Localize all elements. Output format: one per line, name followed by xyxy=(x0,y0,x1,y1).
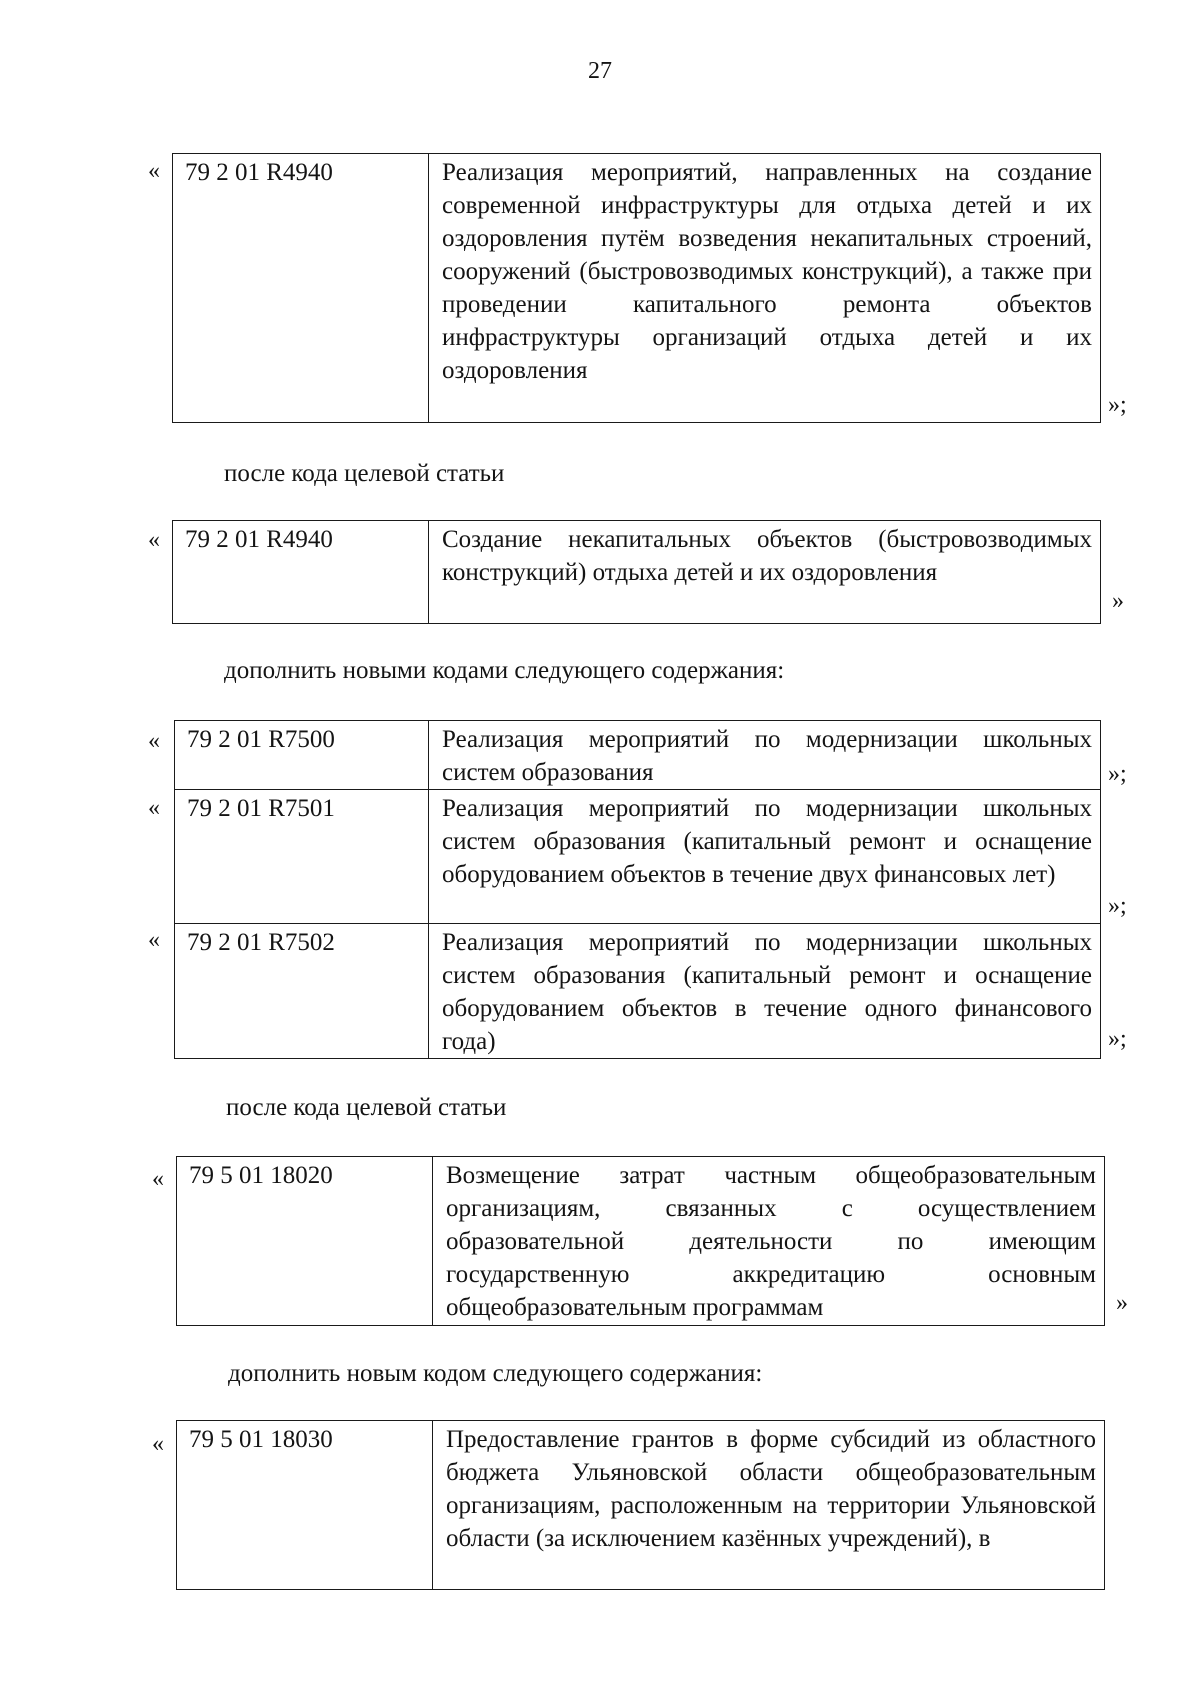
code-table-2 xyxy=(172,520,1101,624)
close-quote: »; xyxy=(1108,392,1127,418)
code-description: Предоставление грантов в форме субсидий из областного бюджета Ульяновской области общеобразовательным организациям, расположенным на территории Ульяновской области (за исключением казённых учреждений), в xyxy=(433,1421,1105,1590)
table-row xyxy=(177,1157,1105,1326)
table-row xyxy=(175,790,1101,924)
code-description: Реализация мероприятий по модернизации школьных систем образования (капитальный ремонт и оснащение оборудованием объектов в течение одного финансового года) xyxy=(429,924,1101,1059)
code-table-5 xyxy=(176,1420,1105,1590)
code-description: Возмещение затрат частным общеобразовательным организациям, связанных с осуществлением образовательной деятельности по имеющим государственную аккредитацию основным общеобразовательным программам xyxy=(433,1157,1105,1326)
close-quote: » xyxy=(1116,1290,1128,1316)
code-description: Реализация мероприятий по модернизации школьных систем образования (капитальный ремонт и оснащение оборудованием объектов в течение двух финансовых лет) xyxy=(429,790,1101,924)
open-quote: « xyxy=(152,1431,164,1457)
open-quote: « xyxy=(152,1166,164,1192)
code-description: Реализация мероприятий по модернизации школьных систем образования xyxy=(429,721,1101,790)
close-quote: »; xyxy=(1108,893,1127,919)
close-quote: » xyxy=(1112,588,1124,614)
paragraph-add-codes: дополнить новыми кодами следующего содержания: xyxy=(224,657,785,684)
table-row xyxy=(173,521,1101,624)
target-code: 79 2 01 R7500 xyxy=(175,721,429,790)
open-quote: « xyxy=(148,527,160,553)
table-row xyxy=(175,721,1101,790)
target-code: 79 2 01 R7502 xyxy=(175,924,429,1059)
open-quote: « xyxy=(148,795,160,821)
table-row xyxy=(177,1421,1105,1590)
open-quote: « xyxy=(148,728,160,754)
target-code: 79 2 01 R4940 xyxy=(173,521,429,624)
open-quote: « xyxy=(148,158,160,184)
close-quote: »; xyxy=(1108,761,1127,787)
table-row xyxy=(173,154,1101,423)
target-code: 79 5 01 18020 xyxy=(177,1157,433,1326)
close-quote: »; xyxy=(1108,1026,1127,1052)
target-code: 79 5 01 18030 xyxy=(177,1421,433,1590)
paragraph-add-code: дополнить новым кодом следующего содержания: xyxy=(228,1360,763,1387)
code-table-4 xyxy=(176,1156,1105,1326)
target-code: 79 2 01 R4940 xyxy=(173,154,429,423)
paragraph-after-code: после кода целевой статьи xyxy=(224,460,505,487)
target-code: 79 2 01 R7501 xyxy=(175,790,429,924)
code-table-1 xyxy=(172,153,1101,423)
page-number: 27 xyxy=(588,58,612,84)
paragraph-after-code: после кода целевой статьи xyxy=(226,1094,507,1121)
code-description: Реализация мероприятий, направленных на создание современной инфраструктуры для отдыха детей и их оздоровления путём возведения некапитальных строений, сооружений (быстровозводимых конструкций), а также при проведении капитального ремонта объектов инфраструктуры организаций отдыха детей и их оздоровления xyxy=(429,154,1101,423)
code-table-3 xyxy=(174,720,1101,1059)
table-row xyxy=(175,924,1101,1059)
code-description: Создание некапитальных объектов (быстровозводимых конструкций) отдыха детей и их оздоровления xyxy=(429,521,1101,624)
open-quote: « xyxy=(148,927,160,953)
